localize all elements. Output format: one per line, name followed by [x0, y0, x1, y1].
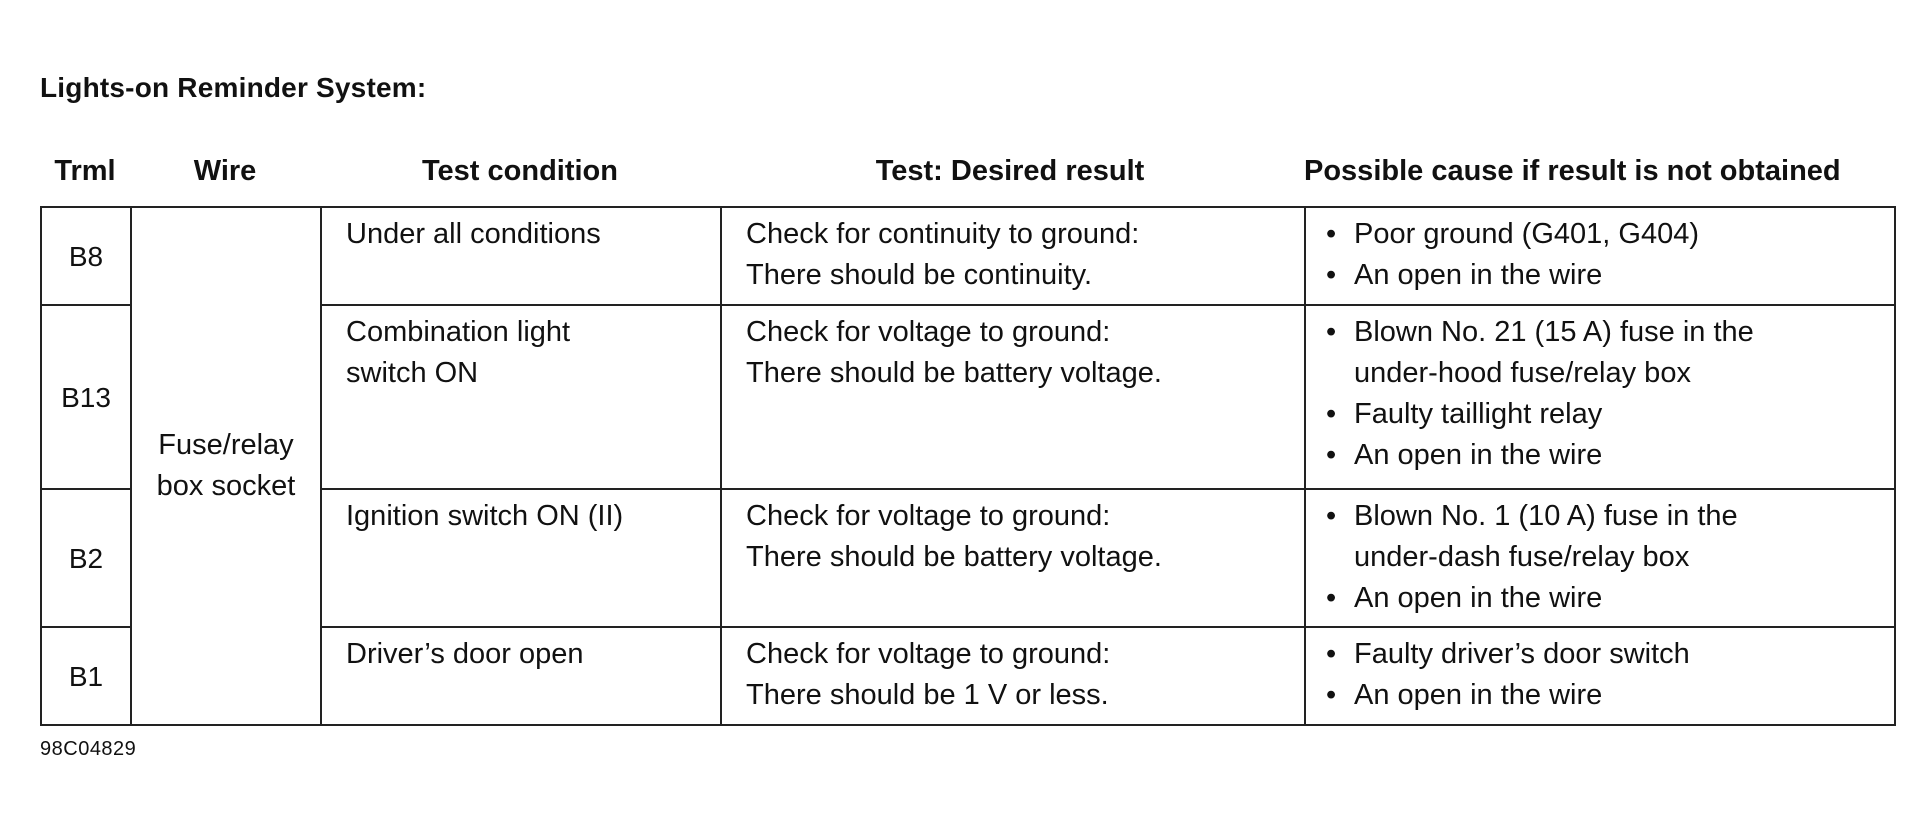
page-title: Lights-on Reminder System: [40, 72, 427, 103]
cause-item: • An open in the wire [1326, 582, 1603, 614]
condition-cell [321, 627, 721, 725]
cause-item: • Poor ground (G401, G404) [1326, 218, 1699, 250]
cause-cell [1305, 627, 1895, 725]
cause-item: • An open in the wire [1326, 679, 1603, 711]
condition-cell [321, 305, 721, 489]
cause-item: • An open in the wire [1326, 259, 1603, 291]
result-cell [721, 207, 1305, 305]
result-line: There should be battery voltage. [746, 357, 1162, 389]
wire-label-line: box socket [156, 470, 296, 502]
condition-line: Under all conditions [346, 218, 601, 250]
figure-code: 98C04829 [40, 738, 137, 760]
result-cell [721, 489, 1305, 627]
trml-cell: B2 [41, 489, 131, 627]
cause-item: • Faulty taillight relay [1326, 398, 1603, 430]
cause-item: • An open in the wire [1326, 439, 1603, 471]
condition-line: Combination light [346, 316, 571, 348]
wire-cell [131, 207, 321, 725]
test-table [40, 206, 1896, 726]
condition-line: Driver’s door open [346, 638, 584, 670]
result-line: Check for continuity to ground: [746, 218, 1140, 250]
trml-cell: B8 [41, 207, 131, 305]
result-cell [721, 305, 1305, 489]
result-line: Check for voltage to ground: [746, 638, 1111, 670]
header-test-condition: Test condition [421, 155, 618, 187]
trml-cell: B13 [41, 305, 131, 489]
result-line: Check for voltage to ground: [746, 500, 1111, 532]
cause-item: • Blown No. 21 (15 A) fuse in the [1326, 316, 1754, 348]
result-line: Check for voltage to ground: [746, 316, 1111, 348]
cause-item: • Faulty driver’s door switch [1326, 638, 1690, 670]
header-possible-cause: Possible cause if result is not obtained [1304, 155, 1841, 187]
condition-line: switch ON [346, 357, 479, 389]
cause-cell [1305, 489, 1895, 627]
cause-cell [1305, 305, 1895, 489]
cause-item-continued: under-dash fuse/relay box [1354, 541, 1690, 573]
cause-cell [1305, 207, 1895, 305]
condition-cell [321, 489, 721, 627]
header-wire: Wire [193, 155, 257, 187]
condition-line: Ignition switch ON (II) [346, 500, 624, 532]
table-row [41, 207, 1895, 305]
result-cell [721, 627, 1305, 725]
header-trml: Trml [54, 155, 116, 187]
trml-cell: B1 [41, 627, 131, 725]
header-desired-result: Test: Desired result [875, 155, 1145, 187]
cause-item-continued: under-hood fuse/relay box [1354, 357, 1691, 389]
result-line: There should be 1 V or less. [746, 679, 1109, 711]
result-line: There should be battery voltage. [746, 541, 1162, 573]
wire-label-line: Fuse/relay [158, 429, 294, 461]
condition-cell [321, 207, 721, 305]
cause-item: • Blown No. 1 (10 A) fuse in the [1326, 500, 1738, 532]
result-line: There should be continuity. [746, 259, 1093, 291]
